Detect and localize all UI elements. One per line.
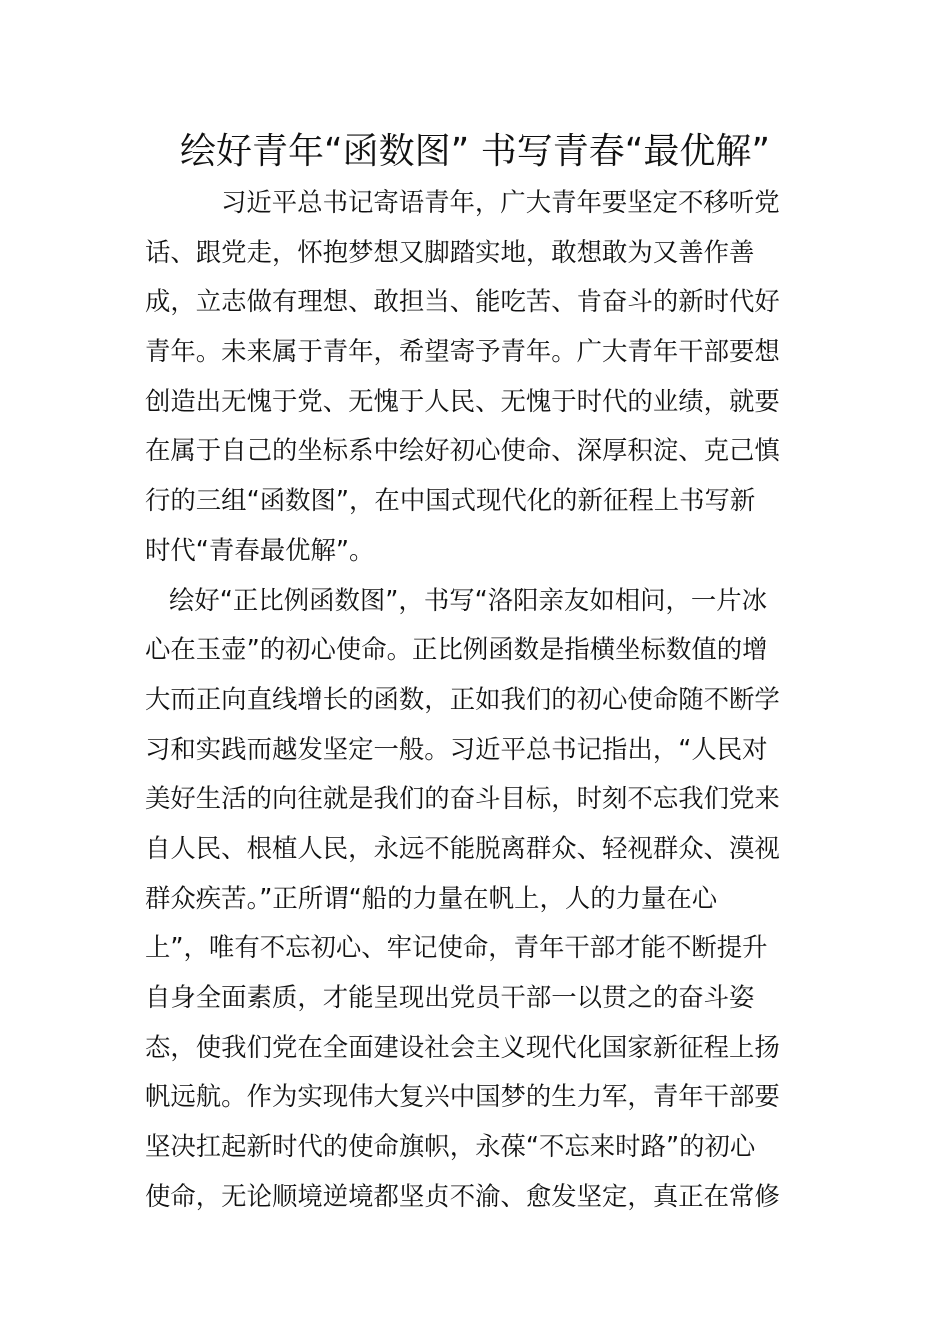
text-line: 习近平总书记寄语青年，广大青年要坚定不移听党 [221, 187, 780, 217]
text-line: 上”，唯有不忘初心、牢记使命，青年干部才能不断提升 [145, 932, 768, 963]
paragraph-1 [145, 178, 815, 576]
text-line: 绘好“正比例函数图”，书写“洛阳亲友如相问，一片冰 [169, 584, 768, 615]
text-line: 帆远航。作为实现伟大复兴中国梦的生力军，青年干部要 [145, 1081, 780, 1112]
text-line: 美好生活的向往就是我们的奋斗目标，时刻不忘我们党来 [145, 783, 780, 814]
text-line: 大而正向直线增长的函数，正如我们的初心使命随不断学 [145, 683, 780, 714]
text-line: 态，使我们党在全面建设社会主义现代化国家新征程上扬 [145, 1031, 780, 1062]
document-body [145, 178, 815, 1221]
text-line: 坚决扛起新时代的使命旗帜，永葆“不忘来时路”的初心 [145, 1131, 756, 1162]
text-line: 话、跟党走，怀抱梦想又脚踏实地，敢想敢为又善作善 [145, 236, 755, 267]
text-line: 习和实践而越发坚定一般。习近平总书记指出，“人民对 [145, 733, 768, 764]
text-line: 心在玉壶”的初心使命。正比例函数是指横坐标数值的增 [145, 634, 768, 665]
text-line: 群众疾苦。”正所谓“船的力量在帆上，人的力量在心 [145, 882, 718, 913]
text-line: 创造出无愧于党、无愧于人民、无愧于时代的业绩，就要 [145, 385, 780, 416]
text-line: 使命，无论顺境逆境都坚贞不渝、愈发坚定，真正在常修 [145, 1180, 780, 1211]
text-line: 时代“青春最优解”。 [145, 534, 375, 565]
text-line: 成，立志做有理想、敢担当、能吃苦、肯奋斗的新时代好 [145, 286, 780, 317]
document-title: 绘好青年“函数图” 书写青春“最优解” [179, 131, 771, 172]
text-line: 青年。未来属于青年，希望寄予青年。广大青年干部要想 [145, 336, 780, 367]
text-line: 自人民、根植人民，永远不能脱离群众、轻视群众、漠视 [145, 832, 780, 863]
text-line: 行的三组“函数图”，在中国式现代化的新征程上书写新 [145, 485, 756, 516]
paragraph-2 [145, 576, 815, 1222]
text-line: 在属于自己的坐标系中绘好初心使命、深厚积淀、克己慎 [145, 435, 780, 466]
text-line: 自身全面素质，才能呈现出党员干部一以贯之的奋斗姿 [145, 982, 755, 1012]
